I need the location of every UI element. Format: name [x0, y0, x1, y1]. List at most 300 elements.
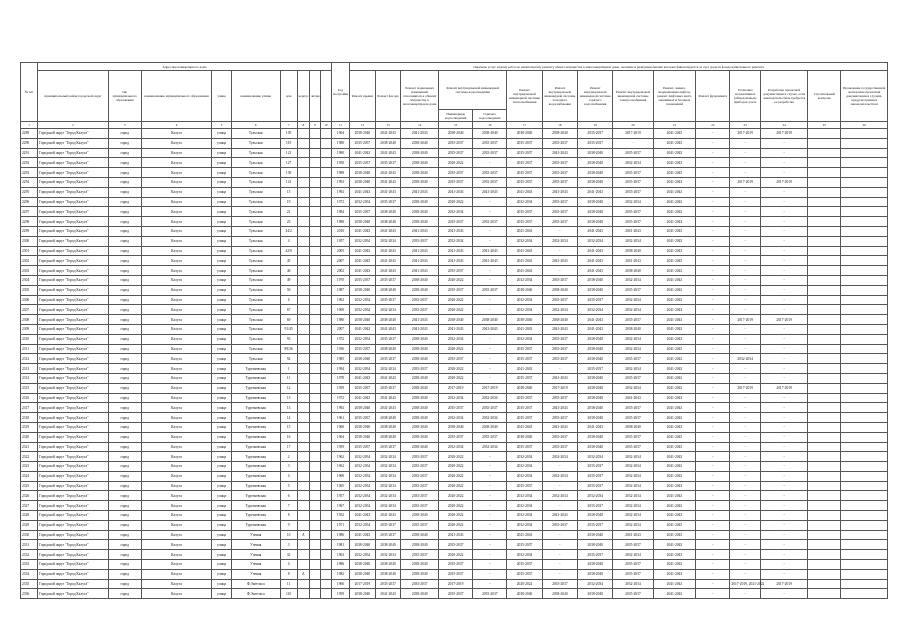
cell-design-prep	[841, 579, 888, 589]
cell-block	[297, 207, 309, 217]
cell-hot-water: 2038-2040	[578, 383, 613, 393]
cell-street-name: Тульская	[231, 315, 280, 325]
cell-letter	[320, 383, 331, 393]
cell-block	[297, 511, 309, 521]
cell-no: 2332	[21, 550, 38, 560]
column-number: 25	[808, 122, 841, 129]
header-cold-water: Ремонт внутридомовой инженерной системы холодного водоснабжения	[542, 71, 577, 122]
cell-elevator: 2041-2043	[653, 373, 696, 383]
header-electric: Ремонт внутридомовой инженерной системы электроснабжения	[613, 71, 653, 122]
cell-cold-water: 2035-2037	[542, 275, 577, 285]
cell-building	[309, 266, 320, 276]
cell-roof: 2041-2043	[350, 246, 376, 256]
cell-house: 21	[280, 207, 297, 217]
cell-year: 1962	[331, 452, 349, 462]
cell-roof: 2041-2043	[350, 530, 376, 540]
cell-basement: 2038-2040	[401, 158, 439, 168]
cell-house: 42/9	[280, 246, 297, 256]
cell-design-docs: -	[760, 422, 808, 432]
cell-year: 1957	[331, 491, 349, 501]
cell-no: 2328	[21, 511, 38, 521]
cell-meters: -	[730, 481, 760, 491]
cell-street-name: Тульская	[231, 207, 280, 217]
cell-heat: 2041-2043	[507, 246, 542, 256]
cell-settlement-type: город	[108, 481, 141, 491]
cell-design-docs: 2017-2019	[760, 579, 808, 589]
cell-house: 14	[280, 413, 297, 423]
cell-foundation: -	[696, 520, 730, 530]
cell-settlement-type: город	[108, 226, 141, 236]
cell-block	[297, 197, 309, 207]
cell-drain-internal: 2020-2022	[439, 462, 473, 472]
cell-settlement-type: город	[108, 344, 141, 354]
cell-drain-external: -	[473, 275, 507, 285]
cell-year: 1961	[331, 413, 349, 423]
cell-foundation: -	[696, 550, 730, 560]
cell-year: 1959	[331, 383, 349, 393]
cell-block	[297, 373, 309, 383]
cell-municipality: Городской округ "Город Калуга"	[38, 589, 109, 599]
cell-letter	[320, 403, 331, 413]
cell-municipality: Городской округ "Город Калуга"	[38, 285, 109, 295]
cell-electric: 2032-2034	[613, 481, 653, 491]
header-house: дом	[280, 71, 297, 122]
table-row	[21, 462, 888, 472]
cell-drain-internal: 2035-2037	[439, 569, 473, 579]
cell-street-type: улица	[212, 569, 232, 579]
cell-design-docs: -	[760, 432, 808, 442]
cell-foundation: -	[696, 334, 730, 344]
cell-control	[808, 148, 841, 158]
cell-roof: 2035-2037	[350, 158, 376, 168]
cell-elevator: 2041-2043	[653, 168, 696, 178]
cell-block	[297, 324, 309, 334]
header-drain-internal: Инженерные водоотведения	[439, 110, 473, 122]
cell-drain-external: -	[473, 550, 507, 560]
cell-street-type: улица	[212, 256, 232, 266]
cell-design-prep	[841, 275, 888, 285]
cell-no: 2327	[21, 501, 38, 511]
cell-design-prep	[841, 501, 888, 511]
cell-heat: 2032-2034	[507, 295, 542, 305]
cell-electric: 2032-2034	[613, 471, 653, 481]
cell-roof: 2038-2040	[350, 403, 376, 413]
cell-letter	[320, 217, 331, 227]
cell-drain-internal: 2020-2022	[439, 452, 473, 462]
cell-roof: 2032-2034	[350, 501, 376, 511]
cell-settlement-type: город	[108, 305, 141, 315]
cell-year: 1936	[331, 344, 349, 354]
cell-block	[297, 256, 309, 266]
header-roof: Ремонт крыши	[350, 71, 376, 122]
cell-year: 1988	[331, 168, 349, 178]
cell-no: 2296	[21, 197, 38, 207]
cell-drain-external: 2035-2037	[473, 589, 507, 599]
cell-year: 1964	[331, 432, 349, 442]
cell-cold-water: -	[542, 501, 577, 511]
cell-year: 1969	[331, 305, 349, 315]
cell-foundation: -	[696, 442, 730, 452]
housing-repair-table	[20, 62, 888, 599]
cell-letter	[320, 373, 331, 383]
cell-house: 12	[280, 383, 297, 393]
cell-meters: -	[730, 540, 760, 550]
cell-drain-external: -	[473, 511, 507, 521]
column-number: 18	[542, 122, 577, 129]
cell-settlement-name: Калуга	[141, 246, 212, 256]
cell-control	[808, 344, 841, 354]
cell-no: 2295	[21, 187, 38, 197]
cell-facade: 2032-2034	[375, 364, 401, 374]
cell-municipality: Городской округ "Город Калуга"	[38, 393, 109, 403]
cell-year: 1972	[331, 393, 349, 403]
cell-settlement-name: Калуга	[141, 569, 212, 579]
cell-heat: 2032-2034	[507, 520, 542, 530]
cell-settlement-name: Калуга	[141, 403, 212, 413]
cell-street-type: улица	[212, 491, 232, 501]
cell-street-name: Тульская	[231, 129, 280, 139]
cell-foundation: -	[696, 266, 730, 276]
cell-facade: 2032-2034	[375, 236, 401, 246]
cell-hot-water: 2041-2043	[578, 266, 613, 276]
cell-year: 1992	[331, 177, 349, 187]
cell-hot-water: 2038-2040	[578, 560, 613, 570]
cell-electric: 2032-2034	[613, 579, 653, 589]
cell-foundation: -	[696, 413, 730, 423]
cell-heat: 2041-2043	[507, 226, 542, 236]
cell-block	[297, 462, 309, 472]
cell-heat: 2035-2037	[507, 413, 542, 423]
cell-roof: 2032-2034	[350, 334, 376, 344]
cell-electric: 2035-2037	[613, 285, 653, 295]
cell-roof: 2041-2043	[350, 226, 376, 236]
cell-street-name: Тургеневская	[231, 413, 280, 423]
cell-heat: 2041-2043	[507, 530, 542, 540]
cell-roof: 2032-2034	[350, 295, 376, 305]
cell-building	[309, 226, 320, 236]
header-hot-water: Ремонт внутридомовой инженерной системы горячего водоснабжения	[578, 71, 613, 122]
cell-elevator: 2041-2043	[653, 285, 696, 295]
cell-municipality: Городской округ "Город Калуга"	[38, 354, 109, 364]
header-elevator: Ремонт, замена, модернизация лифтов, ремонт лифтовых шахт, машинных и блочных помещений	[653, 71, 696, 122]
cell-municipality: Городской округ "Город Калуга"	[38, 569, 109, 579]
cell-elevator: 2041-2043	[653, 364, 696, 374]
cell-building	[309, 285, 320, 295]
cell-cold-water: 2035-2037	[542, 295, 577, 305]
cell-hot-water: 2035-2037	[578, 462, 613, 472]
cell-foundation: -	[696, 246, 730, 256]
cell-no: 2305	[21, 285, 38, 295]
cell-hot-water: 2038-2040	[578, 275, 613, 285]
cell-facade: 2035-2037	[375, 354, 401, 364]
cell-letter	[320, 520, 331, 530]
cell-drain-external: 2032-2034	[473, 393, 507, 403]
cell-facade: 2038-2040	[375, 285, 401, 295]
cell-no: 2308	[21, 315, 38, 325]
cell-drain-internal: 2035-2037	[439, 432, 473, 442]
header-settlement-name: наименование муниципального образования	[141, 71, 212, 122]
cell-design-docs: -	[760, 226, 808, 236]
cell-foundation: -	[696, 129, 730, 139]
cell-settlement-type: город	[108, 452, 141, 462]
cell-no: 2336	[21, 589, 38, 599]
cell-settlement-name: Калуга	[141, 511, 212, 521]
cell-facade: 2038-2040	[375, 315, 401, 325]
cell-no: 2319	[21, 422, 38, 432]
cell-drain-external: -	[473, 462, 507, 472]
cell-meters: -	[730, 403, 760, 413]
cell-house: 15	[280, 187, 297, 197]
table-row	[21, 266, 888, 276]
cell-control	[808, 138, 841, 148]
cell-heat: 2035-2037	[507, 481, 542, 491]
cell-cold-water: -	[542, 569, 577, 579]
cell-block	[297, 383, 309, 393]
cell-street-type: улица	[212, 148, 232, 158]
cell-control	[808, 442, 841, 452]
cell-heat: 2041-2043	[507, 422, 542, 432]
cell-cold-water: -	[542, 550, 577, 560]
cell-elevator: 2041-2043	[653, 197, 696, 207]
cell-street-type: улица	[212, 295, 232, 305]
cell-control	[808, 354, 841, 364]
cell-letter	[320, 501, 331, 511]
cell-basement: 2041-2043	[401, 129, 439, 139]
cell-municipality: Городской округ "Город Калуга"	[38, 226, 109, 236]
cell-building	[309, 540, 320, 550]
cell-heat: 2032-2034	[507, 197, 542, 207]
column-number: 11	[331, 122, 349, 129]
cell-elevator: 2041-2043	[653, 579, 696, 589]
cell-cold-water: 2035-2037	[542, 393, 577, 403]
column-number: 17	[507, 122, 542, 129]
cell-foundation: -	[696, 207, 730, 217]
cell-settlement-type: город	[108, 285, 141, 295]
cell-house: 3	[280, 462, 297, 472]
cell-meters: -	[730, 501, 760, 511]
cell-no: 2321	[21, 442, 38, 452]
cell-block: А	[297, 569, 309, 579]
cell-hot-water: 2032-2034	[578, 491, 613, 501]
cell-street-name: Тургеневская	[231, 452, 280, 462]
cell-no: 2304	[21, 275, 38, 285]
cell-elevator: 2041-2043	[653, 187, 696, 197]
cell-hot-water: 2038-2040	[578, 511, 613, 521]
cell-meters: -	[730, 442, 760, 452]
cell-elevator: 2041-2043	[653, 226, 696, 236]
cell-drain-external: 2017-2019	[473, 383, 507, 393]
cell-year: 1988	[331, 217, 349, 227]
cell-cold-water: 2017-2019	[542, 383, 577, 393]
cell-design-docs: -	[760, 471, 808, 481]
table-row	[21, 501, 888, 511]
cell-meters: -	[730, 236, 760, 246]
cell-street-type: улица	[212, 187, 232, 197]
cell-control	[808, 481, 841, 491]
cell-street-name: Ученая	[231, 530, 280, 540]
cell-basement: 2035-2037	[401, 550, 439, 560]
cell-settlement-type: город	[108, 207, 141, 217]
cell-drain-external: -	[473, 295, 507, 305]
cell-elevator: 2041-2043	[653, 462, 696, 472]
cell-electric: 2038-2040	[613, 324, 653, 334]
cell-drain-internal: 2038-2040	[439, 422, 473, 432]
cell-electric: 2032-2034	[613, 364, 653, 374]
cell-roof: 2041-2043	[350, 393, 376, 403]
cell-year: 2007	[331, 324, 349, 334]
cell-no: 2318	[21, 413, 38, 423]
cell-basement: 2038-2040	[401, 511, 439, 521]
cell-year: 1972	[331, 334, 349, 344]
cell-drain-external: -	[473, 354, 507, 364]
table-row	[21, 197, 888, 207]
cell-meters: -	[730, 266, 760, 276]
column-number: 23	[730, 122, 760, 129]
cell-hot-water: 2041-2043	[578, 422, 613, 432]
cell-street-type: улица	[212, 138, 232, 148]
cell-drain-internal: 2020-2022	[439, 501, 473, 511]
cell-control	[808, 422, 841, 432]
cell-street-name: Ф.Энгельса	[231, 589, 280, 599]
header-heat: Ремонт внутридомовой инженерной системы теплоснабжения	[507, 71, 542, 122]
cell-elevator: 2041-2043	[653, 334, 696, 344]
cell-letter	[320, 266, 331, 276]
cell-roof: 2017-2019	[350, 579, 376, 589]
cell-roof: 2032-2034	[350, 471, 376, 481]
cell-heat: 2035-2037	[507, 560, 542, 570]
cell-basement: 2038-2040	[401, 275, 439, 285]
cell-basement: 2041-2043	[401, 256, 439, 266]
cell-street-type: улица	[212, 383, 232, 393]
cell-no: 2292	[21, 158, 38, 168]
table-row	[21, 422, 888, 432]
cell-control	[808, 560, 841, 570]
cell-drain-internal: 2020-2022	[439, 491, 473, 501]
cell-elevator: 2041-2043	[653, 403, 696, 413]
cell-year: 1967	[331, 501, 349, 511]
table-header	[21, 63, 888, 129]
cell-block	[297, 344, 309, 354]
cell-elevator: 2041-2043	[653, 452, 696, 462]
cell-street-name: Тургеневская	[231, 481, 280, 491]
cell-hot-water: 2032-2034	[578, 452, 613, 462]
cell-street-name: Тургеневская	[231, 501, 280, 511]
cell-control	[808, 275, 841, 285]
cell-basement: 2041-2043	[401, 324, 439, 334]
cell-meters: -	[730, 324, 760, 334]
cell-letter	[320, 334, 331, 344]
cell-control	[808, 373, 841, 383]
cell-street-type: улица	[212, 471, 232, 481]
cell-street-type: улица	[212, 540, 232, 550]
cell-street-name: Тульская	[231, 266, 280, 276]
cell-heat: 2041-2043	[507, 324, 542, 334]
cell-letter	[320, 550, 331, 560]
cell-roof: 2032-2034	[350, 305, 376, 315]
cell-letter	[320, 442, 331, 452]
cell-heat: 2035-2037	[507, 569, 542, 579]
cell-cold-water: 2035-2037	[542, 344, 577, 354]
cell-settlement-name: Калуга	[141, 354, 212, 364]
cell-control	[808, 501, 841, 511]
cell-basement: 2041-2043	[401, 266, 439, 276]
cell-elevator: 2041-2043	[653, 560, 696, 570]
cell-letter	[320, 432, 331, 442]
cell-roof: 2038-2040	[350, 432, 376, 442]
cell-design-docs: -	[760, 442, 808, 452]
cell-street-type: улица	[212, 530, 232, 540]
cell-year: 1985	[331, 354, 349, 364]
cell-hot-water: 2032-2034	[578, 236, 613, 246]
cell-design-docs: -	[760, 520, 808, 530]
cell-roof: 2038-2040	[350, 422, 376, 432]
cell-design-docs: 2017-2019	[760, 315, 808, 325]
cell-settlement-type: город	[108, 462, 141, 472]
cell-control	[808, 393, 841, 403]
table-row	[21, 393, 888, 403]
cell-letter	[320, 285, 331, 295]
column-number: 19	[578, 122, 613, 129]
cell-municipality: Городской округ "Город Калуга"	[38, 540, 109, 550]
cell-meters: -	[730, 275, 760, 285]
cell-house: 50	[280, 285, 297, 295]
cell-foundation: -	[696, 422, 730, 432]
cell-control	[808, 520, 841, 530]
cell-no: 2289	[21, 129, 38, 139]
cell-year: 1986	[331, 560, 349, 570]
cell-building	[309, 236, 320, 246]
cell-elevator: 2041-2043	[653, 501, 696, 511]
cell-hot-water: 2035-2037	[578, 481, 613, 491]
cell-no: 2309	[21, 324, 38, 334]
cell-control	[808, 589, 841, 599]
cell-no: 2291	[21, 148, 38, 158]
cell-drain-internal: 2041-2043	[439, 530, 473, 540]
table-row	[21, 275, 888, 285]
cell-hot-water: 2038-2040	[578, 530, 613, 540]
cell-design-prep	[841, 344, 888, 354]
cell-elevator: 2041-2043	[653, 305, 696, 315]
cell-building	[309, 569, 320, 579]
cell-settlement-name: Калуга	[141, 236, 212, 246]
cell-design-docs: -	[760, 540, 808, 550]
cell-settlement-type: город	[108, 511, 141, 521]
cell-design-docs: -	[760, 305, 808, 315]
cell-cold-water: 2035-2037	[542, 158, 577, 168]
cell-heat: 2041-2043	[507, 364, 542, 374]
cell-basement: 2038-2040	[401, 422, 439, 432]
cell-cold-water: 2038-2040	[542, 285, 577, 295]
cell-drain-external: -	[473, 560, 507, 570]
cell-drain-internal: 2041-2043	[439, 226, 473, 236]
cell-cold-water: 2035-2037	[542, 197, 577, 207]
cell-building	[309, 579, 320, 589]
column-number: 14	[401, 122, 439, 129]
cell-meters: -	[730, 256, 760, 266]
cell-street-type: улица	[212, 129, 232, 139]
cell-municipality: Городской округ "Город Калуга"	[38, 168, 109, 178]
cell-foundation: -	[696, 403, 730, 413]
cell-no: 2317	[21, 403, 38, 413]
cell-elevator: 2041-2043	[653, 471, 696, 481]
cell-street-name: Тульская	[231, 158, 280, 168]
cell-design-docs: -	[760, 334, 808, 344]
cell-facade: 2041-2043	[375, 511, 401, 521]
cell-roof: 2041-2043	[350, 148, 376, 158]
cell-electric: 2035-2037	[613, 187, 653, 197]
cell-building	[309, 295, 320, 305]
cell-design-docs: 2017-2019	[760, 383, 808, 393]
